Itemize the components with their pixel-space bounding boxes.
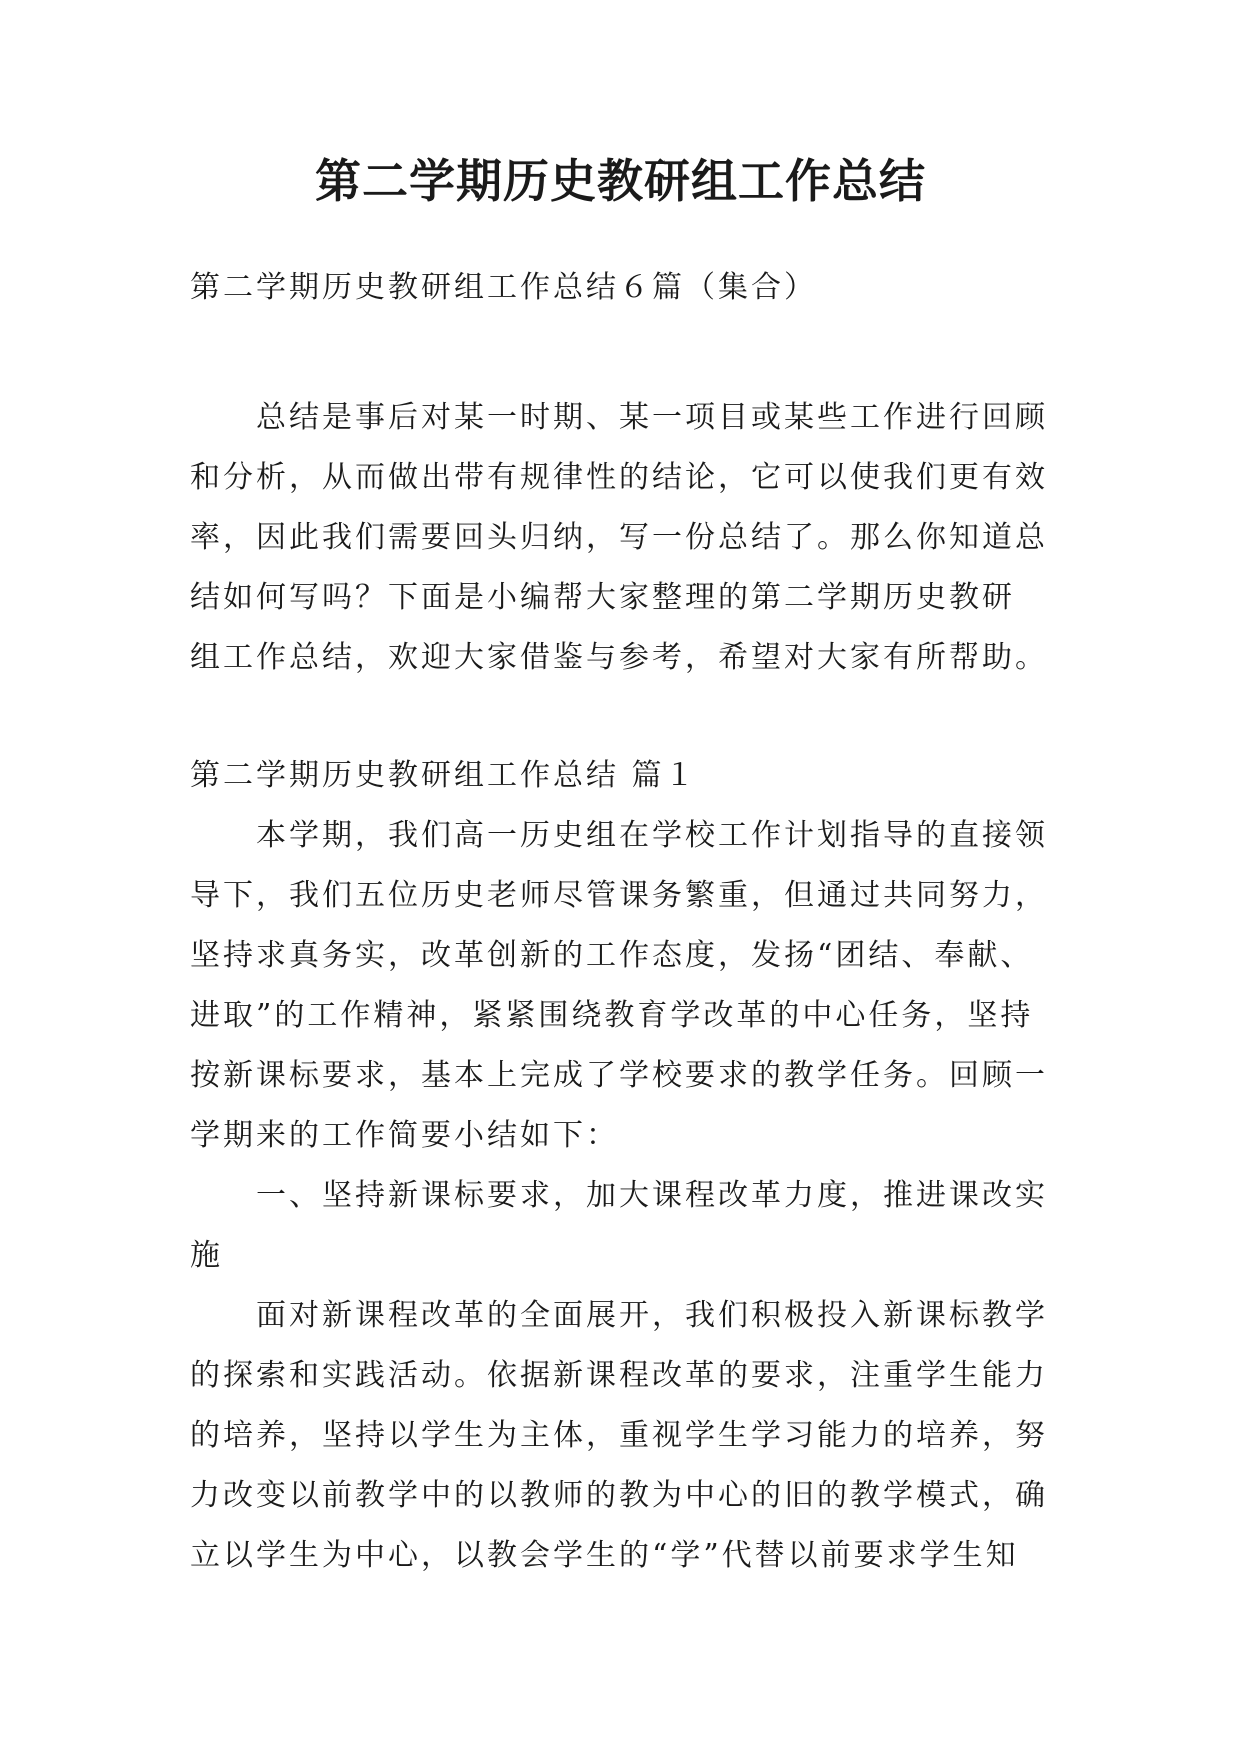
body-line: 导下，我们五位历史老师尽管课务繁重，但通过共同努力， [190, 878, 1048, 913]
section-heading: 第二学期历史教研组工作总结 篇１ [190, 758, 698, 793]
spacer [190, 688, 1070, 746]
document-subtitle: 第二学期历史教研组工作总结６篇（集合） [190, 270, 817, 305]
body-line: 一、坚持新课标要求，加大课程改革力度，推进课改实 [190, 1178, 1048, 1213]
intro-line: 总结是事后对某一时期、某一项目或某些工作进行回顾 [190, 400, 1048, 435]
body-line: 面对新课程改革的全面展开，我们积极投入新课标教学 [190, 1298, 1048, 1333]
body-line: 本学期，我们高一历史组在学校工作计划指导的直接领 [190, 818, 1048, 853]
body-line: 的培养，坚持以学生为主体，重视学生学习能力的培养，努 [190, 1418, 1048, 1453]
body-line: 坚持求真务实，改革创新的工作态度，发扬“团结、奉献、 [190, 938, 1034, 973]
spacer [190, 318, 1070, 388]
intro-paragraph [190, 388, 1070, 688]
intro-line: 和分析，从而做出带有规律性的结论，它可以使我们更有效 [190, 460, 1048, 495]
body-line: 进取”的工作精神，紧紧围绕教育学改革的中心任务，坚持 [190, 998, 1034, 1033]
intro-line: 组工作总结，欢迎大家借鉴与参考，希望对大家有所帮助。 [190, 640, 1048, 675]
body-line: 学期来的工作简要小结如下： [190, 1118, 619, 1153]
body-line: 按新课标要求，基本上完成了学校要求的教学任务。回顾一 [190, 1058, 1048, 1093]
body-line: 的探索和实践活动。依据新课程改革的要求，注重学生能力 [190, 1358, 1048, 1393]
body-text [190, 806, 1070, 1586]
intro-line: 结如何写吗？下面是小编帮大家整理的第二学期历史教研 [190, 580, 1015, 615]
intro-line: 率，因此我们需要回头归纳，写一份总结了。那么你知道总 [190, 520, 1048, 555]
document-content [190, 258, 1070, 1586]
document-title: 第二学期历史教研组工作总结 [315, 154, 926, 208]
body-line: 立以学生为中心，以教会学生的“学”代替以前要求学生知 [190, 1538, 1019, 1573]
body-line: 施 [190, 1238, 223, 1273]
body-line: 力改变以前教学中的以教师的教为中心的旧的教学模式，确 [190, 1478, 1048, 1513]
